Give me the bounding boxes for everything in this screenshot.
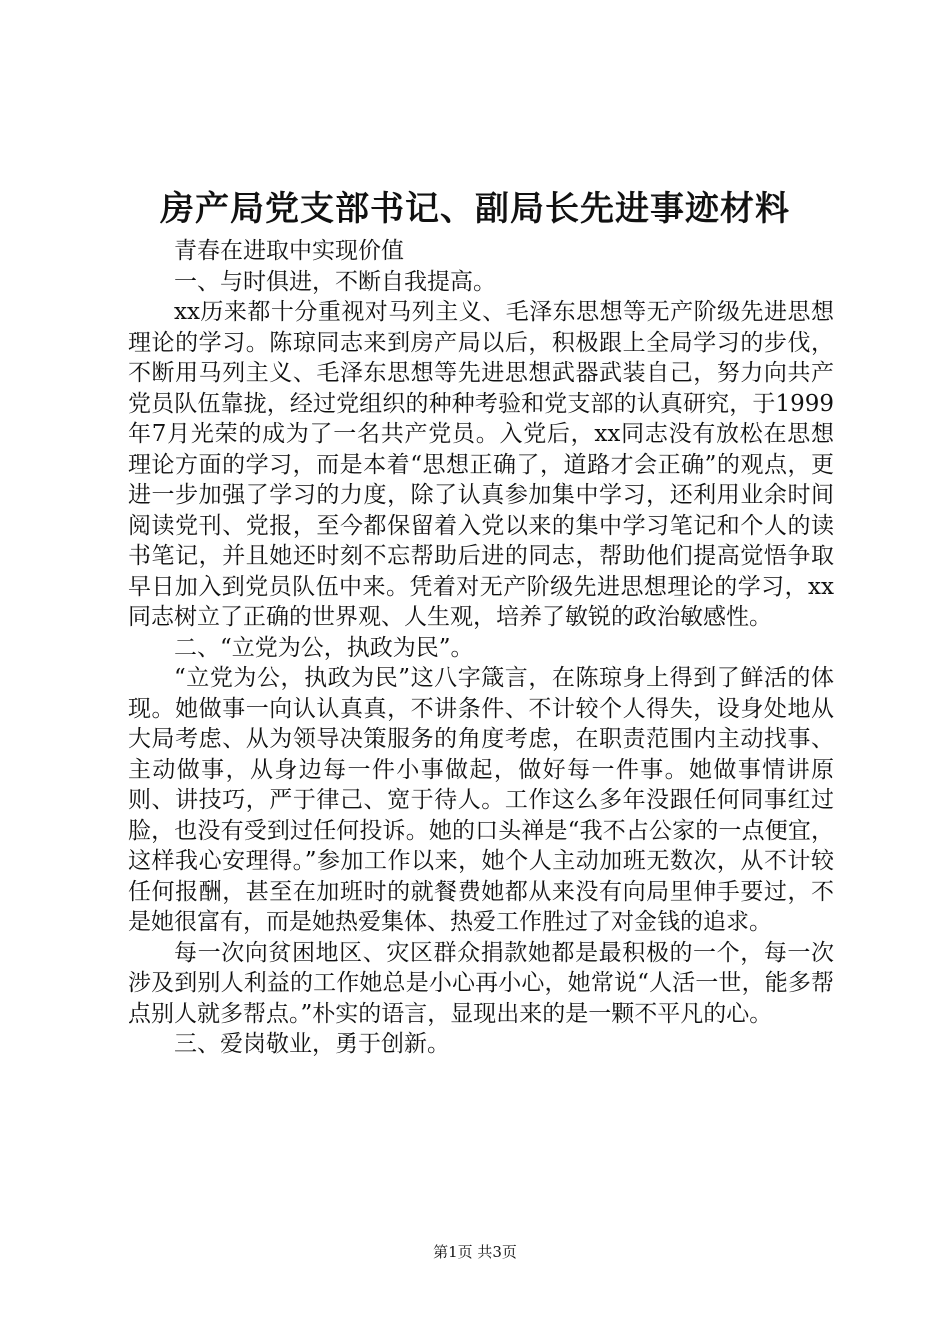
body-paragraph: xx历来都十分重视对马列主义、毛泽东思想等无产阶级先进思想理论的学习。陈琼同志来到房产局以后，积极跟上全局学习的步伐，不断用马列主义、毛泽东思想等先进思想武器武装自己，努力向共产党员队伍靠拢，经过党组织的种种考验和党支部的认真研究，于1999年7月光荣的成为了一名共产党员。入党后，xx同志没有放松在思想理论方面的学习，而是本着“思想正确了，道路才会正确”的观点，更进一步加强了学习的力度，除了认真参加集中学习，还利用业余时间阅读党刊、党报，至今都保留着入党以来的集中学习笔记和个人的读书笔记，并且她还时刻不忘帮助后进的同志，帮助他们提高觉悟争取早日加入到党员队伍中来。凭着对无产阶级先进思想理论的学习，xx同志树立了正确的世界观、人生观，培养了敏锐的政治敏感性。	[128, 299, 834, 630]
section-heading-3: 三、爱岗敬业，勇于创新。	[174, 1031, 450, 1057]
page-number-footer: 第1页 共3页	[433, 1243, 517, 1261]
body-paragraph: “立党为公，执政为民”这八字箴言，在陈琼身上得到了鲜活的体现。她做事一向认认真真，不讲条件、不计较个人得失，设身处地从大局考虑、从为领导决策服务的角度考虑，在职责范围内主动找事、主动做事，从身边每一件小事做起，做好每一件事。她做事情讲原则、讲技巧，严于律己、宽于待人。工作这么多年没跟任何同事红过脸，也没有受到过任何投诉。她的口头禅是“我不占公家的一点便宜，这样我心安理得。”参加工作以来，她个人主动加班无数次，从不计较任何报酬，甚至在加班时的就餐费她都从来没有向局里伸手要过，不是她很富有，而是她热爱集体、热爱工作胜过了对金钱的追求。	[128, 665, 834, 935]
section-heading-1: 一、与时俱进，不断自我提高。	[174, 268, 496, 295]
section-heading-2: 二、“立党为公，执政为民”。	[174, 634, 474, 661]
subtitle-paragraph: 青春在进取中实现价值	[174, 238, 404, 264]
document-title: 房产局党支部书记、副局长先进事迹材料	[160, 189, 790, 229]
document-body	[128, 236, 834, 1060]
body-paragraph: 每一次向贫困地区、灾区群众捐款她都是最积极的一个，每一次涉及到别人利益的工作她总是小心再小心，她常说“人活一世，能多帮点别人就多帮点。”朴实的语言，显现出来的是一颗不平凡的心。	[128, 939, 834, 1027]
